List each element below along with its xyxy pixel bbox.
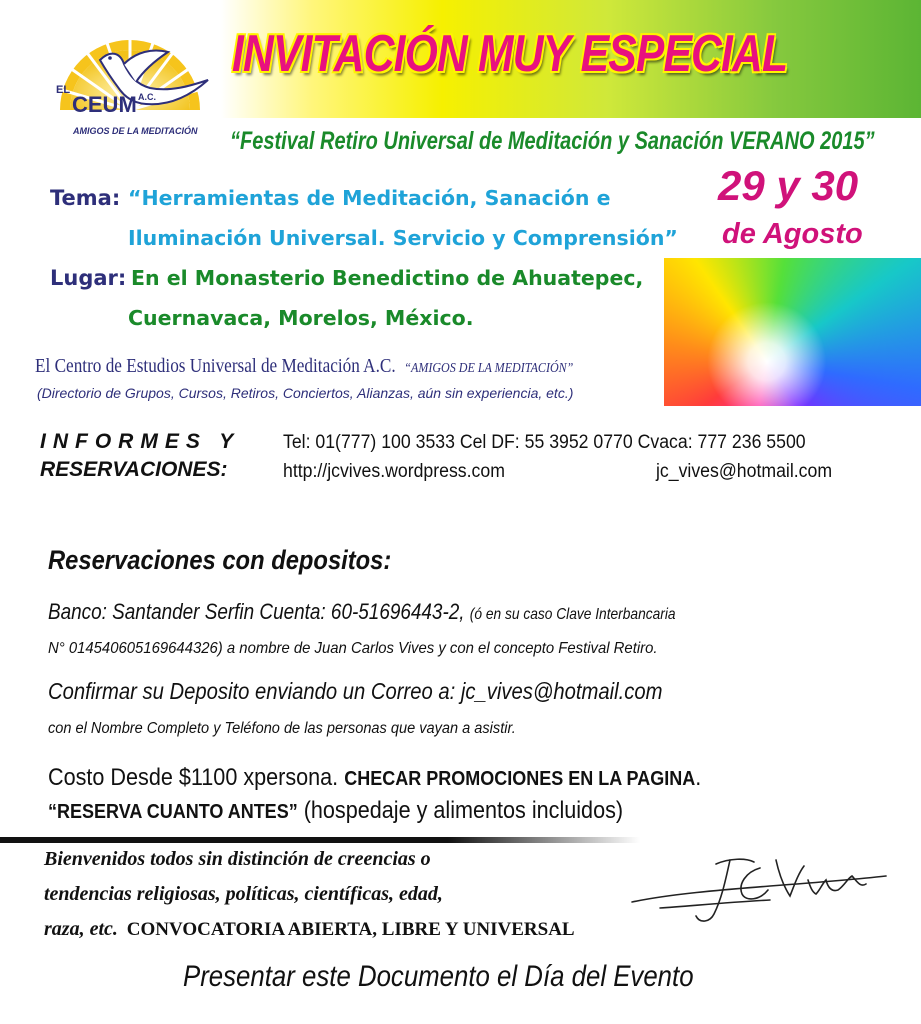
costo-price: Costo Desde $1100 xpersona. bbox=[48, 764, 339, 791]
welcome-line-2: tendencias religiosas, políticas, científicas, edad, bbox=[44, 883, 443, 905]
reserva-bold: “RESERVA CUANTO ANTES” bbox=[48, 801, 298, 823]
reserva-rest: (hospedaje y alimentos incluidos) bbox=[297, 797, 624, 824]
lugar-label: Lugar: bbox=[50, 266, 127, 290]
logo-ceum: CEUM bbox=[72, 92, 137, 117]
lugar-line-2: Cuernavaca, Morelos, México. bbox=[128, 306, 474, 330]
rainbow-burst-image bbox=[664, 258, 921, 406]
convocatoria: CONVOCATORIA ABIERTA, LIBRE Y UNIVERSAL bbox=[126, 919, 575, 940]
welcome-line-3 bbox=[44, 918, 575, 941]
centro-name bbox=[35, 355, 573, 378]
logo-tagline: AMIGOS DE LA MEDITACIÓN bbox=[73, 126, 198, 136]
presentar-documento: Presentar este Documento el Día del Evento bbox=[183, 960, 694, 993]
welcome-line-3-italic: raza, etc. bbox=[44, 918, 118, 940]
bank-info bbox=[48, 599, 676, 625]
bank-account: Banco: Santander Serfin Cuenta: 60-51696443-2, bbox=[48, 599, 465, 624]
centro-name-text: El Centro de Estudios Universal de Meditación A.C. bbox=[35, 355, 396, 377]
contact-phones: Tel: 01(777) 100 3533 Cel DF: 55 3952 0770 Cvaca: 777 236 5500 bbox=[283, 432, 806, 453]
tema-label: Tema: bbox=[50, 186, 121, 210]
ceum-logo bbox=[40, 30, 220, 140]
costo-line bbox=[48, 764, 701, 792]
bank-note: (ó en su caso Clave Interbancaria bbox=[469, 606, 676, 623]
costo-promo: CHECAR PROMOCIONES EN LA PAGINA bbox=[344, 768, 696, 790]
welcome-line-1: Bienvenidos todos sin distinción de creencias o bbox=[44, 848, 431, 870]
centro-alias: “AMIGOS DE LA MEDITACIÓN” bbox=[404, 361, 574, 376]
divider-rule bbox=[0, 837, 640, 843]
confirm-deposit: Confirmar su Deposito enviando un Correo a: jc_vives@hotmail.com bbox=[48, 678, 663, 704]
tema-line-1: “Herramientas de Meditación, Sanación e bbox=[128, 186, 611, 210]
event-month: de Agosto bbox=[722, 218, 863, 250]
logo-ac: A.C. bbox=[138, 92, 156, 102]
reservaciones-heading: Reservaciones con depositos: bbox=[48, 545, 392, 575]
event-days: 29 y 30 bbox=[718, 162, 859, 209]
lugar-line-1: En el Monasterio Benedictino de Ahuatepec, bbox=[131, 266, 644, 290]
informes-label-line2: RESERVACIONES: bbox=[40, 458, 228, 481]
informes-label-line1: INFORMES Y bbox=[40, 430, 241, 453]
clabe-line: N° 014540605169644326) a nombre de Juan Carlos Vives y con el concepto Festival Retiro. bbox=[48, 640, 658, 657]
handwritten-signature bbox=[630, 850, 890, 930]
invitation-title: INVITACIÓN MUY ESPECIAL bbox=[232, 25, 788, 83]
contact-website[interactable]: http://jcvives.wordpress.com bbox=[283, 461, 505, 482]
informes-label bbox=[40, 428, 240, 484]
festival-subtitle: “Festival Retiro Universal de Meditación y Sanación VERANO 2015” bbox=[230, 127, 875, 155]
costo-promo-end: . bbox=[695, 764, 702, 791]
tema-line-2: Iluminación Universal. Servicio y Comprensión” bbox=[128, 226, 678, 250]
confirm-note: con el Nombre Completo y Teléfono de las personas que vayan a asistir. bbox=[48, 720, 516, 737]
directorio-note: (Directorio de Grupos, Cursos, Retiros, Conciertos, Alianzas, aún sin experiencia, etc.) bbox=[37, 385, 574, 401]
logo-el: EL bbox=[56, 84, 71, 96]
contact-email[interactable]: jc_vives@hotmail.com bbox=[656, 461, 833, 482]
reserva-line bbox=[48, 797, 623, 825]
